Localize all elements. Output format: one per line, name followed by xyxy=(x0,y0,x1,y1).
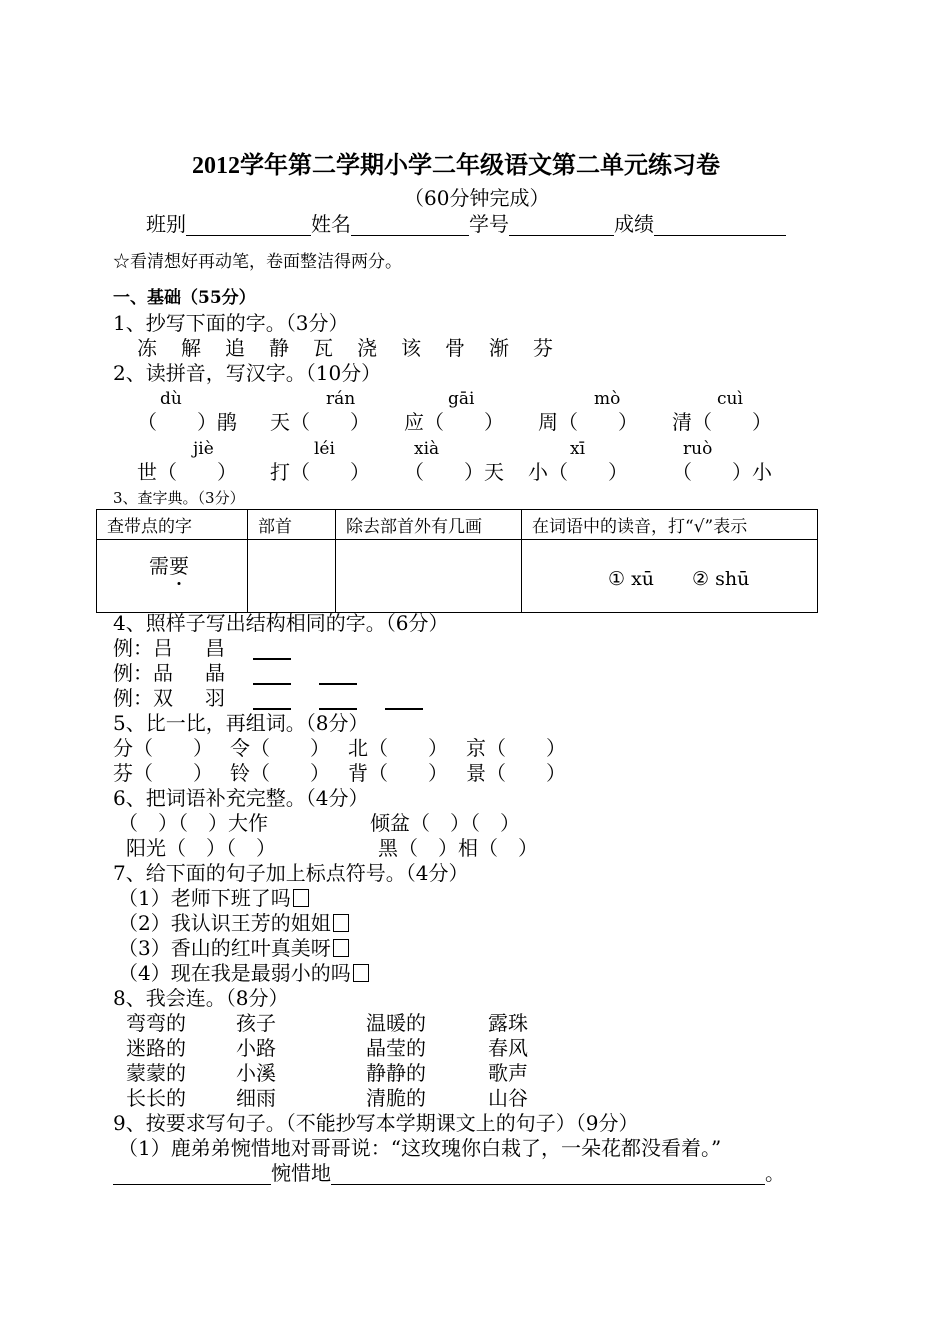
match-word[interactable]: 蒙蒙的 xyxy=(126,1061,186,1085)
q6-item: 黑（ ）相（ ） xyxy=(378,836,538,860)
page-title: 2012学年第二学期小学二年级语文第二单元练习卷 xyxy=(192,153,720,179)
instruction-note: ☆看清想好再动笔，卷面整洁得两分。 xyxy=(113,252,402,272)
period: 。 xyxy=(765,1161,785,1185)
q1-title: 1、抄写下面的字。（3分） xyxy=(113,311,349,335)
sentence: （1）老师下班了吗 xyxy=(118,886,291,910)
answer-blank[interactable] xyxy=(319,688,357,710)
match-word[interactable]: 孩子 xyxy=(236,1011,276,1035)
section-heading: 一、基础（55分） xyxy=(113,288,256,308)
q8-title: 8、我会连。（8分） xyxy=(113,986,289,1010)
q4-row xyxy=(113,686,423,710)
keyword: 惋惜地 xyxy=(271,1161,331,1185)
q2-item: 小（ ） xyxy=(528,460,628,484)
punctuation-box[interactable] xyxy=(333,914,349,932)
dotted-char: 要 xyxy=(169,550,189,579)
sentence: （2）我认识王芳的姐姐 xyxy=(118,911,331,935)
char: 骨 xyxy=(445,336,465,360)
pinyin: ruò xyxy=(683,439,713,459)
score-label: 成绩 xyxy=(614,212,654,236)
q2-item: （ ）小 xyxy=(672,460,772,484)
q6-item: （ ）（ ）大作 xyxy=(118,811,268,835)
word-char: 需 xyxy=(149,554,169,578)
table-header: 查带点的字 xyxy=(97,510,248,540)
name-field[interactable] xyxy=(351,215,469,236)
match-word[interactable]: 长长的 xyxy=(126,1086,186,1110)
char: 该 xyxy=(401,336,421,360)
answer-blank[interactable] xyxy=(331,1164,765,1185)
q5-item: 京（ ） xyxy=(466,736,566,760)
q6-item: 倾盆（ ）（ ） xyxy=(370,811,520,835)
radical-cell[interactable] xyxy=(248,540,336,613)
answer-blank[interactable] xyxy=(253,663,291,685)
q4-row xyxy=(113,661,357,685)
match-word[interactable]: 小溪 xyxy=(236,1061,276,1085)
q1-chars xyxy=(137,336,577,360)
q2-item: 应（ ） xyxy=(404,410,504,434)
answer-blank[interactable] xyxy=(253,688,291,710)
q6-item: 阳光（ ）（ ） xyxy=(126,836,276,860)
example-char: 昌 xyxy=(205,636,225,660)
match-word[interactable]: 小路 xyxy=(236,1036,276,1060)
punctuation-box[interactable] xyxy=(353,964,369,982)
q2-item: 清（ ） xyxy=(672,410,772,434)
match-word[interactable]: 山谷 xyxy=(488,1086,528,1110)
example-char: 品 xyxy=(153,661,173,685)
q9-example: （1）鹿弟弟惋惜地对哥哥说：“这玫瑰你白栽了，一朵花都没看着。” xyxy=(118,1136,722,1160)
q2-item: 世（ ） xyxy=(137,460,237,484)
q2-item: （ ）天 xyxy=(404,460,504,484)
number-field[interactable] xyxy=(509,215,614,236)
match-word[interactable]: 弯弯的 xyxy=(126,1011,186,1035)
page-subtitle: （60分钟完成） xyxy=(404,186,550,210)
word-cell xyxy=(97,540,248,613)
q7-item xyxy=(118,886,309,910)
q5-item: 北（ ） xyxy=(348,736,448,760)
example-char: 双 xyxy=(153,686,173,710)
char: 静 xyxy=(269,336,289,360)
class-label: 班别 xyxy=(146,212,186,236)
q4-title: 4、照样子写出结构相同的字。（6分） xyxy=(113,611,449,635)
q2-item: （ ）鹃 xyxy=(137,410,237,434)
q5-item: 芬（ ） xyxy=(113,761,213,785)
pinyin: cuì xyxy=(717,389,743,409)
pinyin: dù xyxy=(160,389,182,409)
pinyin: xià xyxy=(414,439,440,459)
match-word[interactable]: 温暖的 xyxy=(366,1011,426,1035)
class-field[interactable] xyxy=(186,215,311,236)
char: 冻 xyxy=(137,336,157,360)
q5-item: 分（ ） xyxy=(113,736,213,760)
punctuation-box[interactable] xyxy=(333,939,349,957)
char: 解 xyxy=(181,336,201,360)
example-prefix: 例： xyxy=(113,636,153,660)
char: 追 xyxy=(225,336,245,360)
pronunciation-options[interactable]: ① xū ② shū xyxy=(522,540,818,613)
q7-item xyxy=(118,961,369,985)
q5-item: 铃（ ） xyxy=(230,761,330,785)
name-label: 姓名 xyxy=(311,212,351,236)
example-prefix: 例： xyxy=(113,661,153,685)
q5-item: 背（ ） xyxy=(348,761,448,785)
pinyin: gāi xyxy=(448,389,475,409)
example-prefix: 例： xyxy=(113,686,153,710)
match-word[interactable]: 细雨 xyxy=(236,1086,276,1110)
stroke-cell[interactable] xyxy=(336,540,522,613)
q2-item: 打（ ） xyxy=(270,460,370,484)
q5-item: 令（ ） xyxy=(230,736,330,760)
answer-blank[interactable] xyxy=(253,638,291,660)
answer-blank[interactable] xyxy=(319,663,357,685)
q5-item: 景（ ） xyxy=(466,761,566,785)
pinyin: xī xyxy=(570,439,586,459)
q5-title: 5、比一比，再组词。（8分） xyxy=(113,711,369,735)
example-char: 吕 xyxy=(153,636,173,660)
char: 芬 xyxy=(533,336,553,360)
match-word[interactable]: 露珠 xyxy=(488,1011,528,1035)
q3-title: 3、查字典。（3分） xyxy=(113,489,245,507)
char: 瓦 xyxy=(313,336,333,360)
match-word[interactable]: 晶莹的 xyxy=(366,1036,426,1060)
match-word[interactable]: 静静的 xyxy=(366,1061,426,1085)
answer-blank[interactable] xyxy=(113,1164,271,1185)
dictionary-table xyxy=(96,509,818,613)
pinyin: léi xyxy=(314,439,335,459)
pinyin: mò xyxy=(594,389,621,409)
number-label: 学号 xyxy=(469,212,509,236)
match-word[interactable]: 清脆的 xyxy=(366,1086,426,1110)
table-header: 除去部首外有几画 xyxy=(336,510,522,540)
q2-title: 2、读拼音，写汉字。（10分） xyxy=(113,361,382,385)
q2-item: 天（ ） xyxy=(270,410,370,434)
punctuation-box[interactable] xyxy=(293,889,309,907)
sentence: （4）现在我是最弱小的吗 xyxy=(118,961,351,985)
table-header: 部首 xyxy=(248,510,336,540)
q6-title: 6、把词语补充完整。（4分） xyxy=(113,786,369,810)
match-word[interactable]: 春风 xyxy=(488,1036,528,1060)
pinyin: rán xyxy=(326,389,356,409)
q9-answer-line xyxy=(113,1161,785,1185)
table-header: 在词语中的读音，打“√”表示 xyxy=(522,510,818,540)
answer-blank[interactable] xyxy=(385,688,423,710)
match-word[interactable]: 迷路的 xyxy=(126,1036,186,1060)
student-info-line xyxy=(146,212,786,236)
score-field[interactable] xyxy=(654,215,786,236)
q7-title: 7、给下面的句子加上标点符号。（4分） xyxy=(113,861,469,885)
q9-title: 9、按要求写句子。（不能抄写本学期课文上的句子）（9分） xyxy=(113,1111,639,1135)
char: 浇 xyxy=(357,336,377,360)
example-char: 晶 xyxy=(205,661,225,685)
q7-item xyxy=(118,911,349,935)
q4-row xyxy=(113,636,291,660)
match-word[interactable]: 歌声 xyxy=(488,1061,528,1085)
char: 渐 xyxy=(489,336,509,360)
q2-item: 周（ ） xyxy=(538,410,638,434)
q7-item xyxy=(118,936,349,960)
sentence: （3）香山的红叶真美呀 xyxy=(118,936,331,960)
pinyin: jiè xyxy=(193,439,214,459)
example-char: 羽 xyxy=(205,686,225,710)
